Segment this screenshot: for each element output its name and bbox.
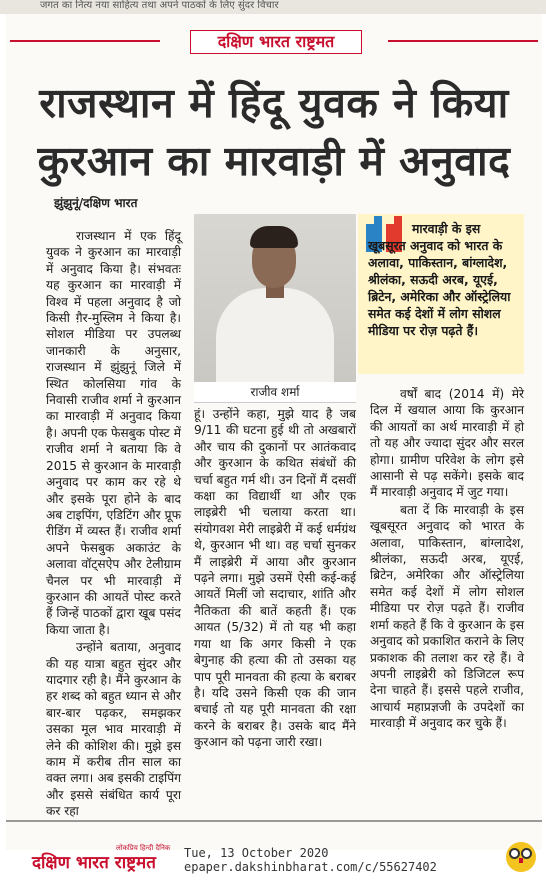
article-column-2 <box>194 406 356 751</box>
previous-article-strip <box>0 0 546 14</box>
pullquote-text: मारवाड़ी के इस खूबसूरत अनुवाद को भारत के अलावा, पाकिस्तान, बांग्लादेश, श्रीलंका, सऊदी अरब, यूएई, ब्रिटेन, अमेरिका और ऑस्ट्रेलिया समेत कई देशों में लोग सोशल मीडिया पर रोज़ पढ़ते हैं। <box>368 221 511 338</box>
footer-url[interactable]: epaper.dakshinbharat.com/c/55627402 <box>184 860 437 874</box>
photo-caption: राजीव शर्मा <box>194 382 356 403</box>
article-column-1 <box>46 228 181 820</box>
author-photo <box>194 214 356 382</box>
masthead <box>10 26 538 56</box>
photo-hair-shape <box>250 226 298 248</box>
masthead-title: दक्षिण भारत राष्ट्रमत <box>190 30 362 54</box>
owl-beak <box>519 858 523 863</box>
pullquote-box <box>358 214 524 374</box>
footer <box>0 844 546 880</box>
paragraph: राजस्थान में एक हिंदू युवक ने कुरआन का मारवाड़ी में अनुवाद किया है। संभवतः यह कुरआन का मारवाड़ी में विश्व में पहला अनुवाद है जो किसी ग़ैर-मुस्लिम ने किया है। सोशल मीडिया पर उपलब्ध जानकारी के अनुसार, राजस्थान में झुंझुनूं जिले में स्थित कोलसिया गांव के निवासी राजीव शर्मा ने कुरआन का मारवाड़ी में अनुवाद किया है। अपनी एक फेसबुक पोस्ट में राजीव शर्मा ने बताया कि वे 2015 से कुरआन के मारवाड़ी अनुवाद पर काम कर रहे थे और इसके पूरा होने के बाद अब टाइपिंग, एडिटिंग और प्रूफ रीडिंग में व्यस्त हैं। राजीव शर्मा अपने फेसबुक अकाउंट के अलावा वॉट्सऐप और टेलीग्राम चैनल पर भी मारवाड़ी में कुरआन की आयतें पोस्ट करते हैं जिन्हें पाठकों द्वारा खूब पसंद किया जाता है। <box>46 229 181 637</box>
bottom-rule <box>6 820 542 822</box>
strip-text: जगत का नित्य नया साहित्य तथा अपने पाठकों के लिए सुंदर विचार <box>40 0 279 11</box>
epaper-clipping <box>6 14 542 850</box>
masthead-rule-left <box>10 40 160 42</box>
byline: झुंझुनूं/दक्षिण भारत <box>54 196 138 210</box>
photo-body-shape <box>216 288 334 382</box>
paragraph: उन्होंने बताया, अनुवाद की यह यात्रा बहुत सुंदर और यादगार रही है। मैंने कुरआन के हर शब्द को बहुत ध्यान से और बार-बार पढ़कर, समझकर उसका मूल भाव मारवाड़ी में लेने की कोशिश की। मुझे इस काम में करीब तीन साल का वक्त लगा। अब इसकी टाइपिंग और इससे संबंधित कार्य पूरा कर रहा <box>46 640 181 819</box>
paragraph: बता दें कि मारवाड़ी के इस खूबसूरत अनुवाद को भारत के अलावा, पाकिस्तान, बांग्लादेश, श्रीलंका, सऊदी अरब, यूएई, ब्रिटेन, अमेरिका और ऑस्ट्रेलिया समेत कई देशों में लोग सोशल मीडिया पर रोज़ पढ़ते हैं। राजीव शर्मा कहते हैं कि वे कुरआन के इस अनुवाद को प्रकाशित कराने के लिए प्रकाशक की तलाश कर रहे हैं। वे अपनी लाइब्रेरी को डिजिटल रूप देना चाहते हैं। इससे पहले राजीव, आचार्य महाप्रज्ञजी के उपदेशों का मारवाड़ी में अनुवाद कर चुके हैं। <box>370 502 524 731</box>
masthead-rule-right <box>388 40 538 42</box>
paragraph: वर्षों बाद (2014 में) मेरे दिल में खयाल आया कि कुरआन की आयतों का अर्थ मारवाड़ी में हो तो यह और ज्यादा सुंदर और सरल होगा। ग्रामीण परिवेश के लोग इसे आसानी से पढ़ सकेंगे। इसके बाद मैं मारवाड़ी अनुवाद में जुट गया। <box>370 387 524 500</box>
footer-tagline: लोकप्रिय हिन्दी दैनिक <box>116 844 171 852</box>
owl-mascot-icon <box>506 842 536 872</box>
article-column-3 <box>370 386 524 732</box>
footer-logo: दक्षिण भारत राष्ट्रमत <box>32 853 156 873</box>
article-headline <box>6 74 542 190</box>
headline-line-2: कुरआन का मारवाड़ी में अनुवाद <box>37 137 511 185</box>
paragraph: हूं। उन्होंने कहा, मुझे याद है जब 9/11 की घटना हुई थी तो अखबारों और चाय की दुकानों पर आतंकवाद और कुरआन के कथित संबंधों की चर्चा बहुत गर्म थी। उन दिनों मैं दसवीं कक्षा का विद्यार्थी था और एक लाइब्रेरी भी चलाया करता था। संयोगवश मेरी लाइब्रेरी में कई धर्मग्रंथ थे, कुरआन भी था। वह चर्चा सुनकर मैं लाइब्रेरी में आया और कुरआन पढ़ने लगा। मुझे उसमें ऐसी कई-कई आयतें मिलीं जो सदाचार, शांति और नैतिकता की बातें कहती हैं। एक आयत (5/32) में तो यह भी कहा गया था कि अगर किसी ने एक बेगुनाह की हत्या की तो उसका यह पाप पूरी मानवता की हत्या के बराबर है। यदि उसने किसी एक की जान बचाई तो यह पूरी मानवता की रक्षा करने के बराबर है। उसके बाद मैंने कुरआन को पढ़ना जारी रखा। <box>194 407 356 750</box>
footer-date: Tue, 13 October 2020 <box>184 846 329 860</box>
headline-line-1: राजस्थान में हिंदू युवक ने किया <box>39 79 509 127</box>
